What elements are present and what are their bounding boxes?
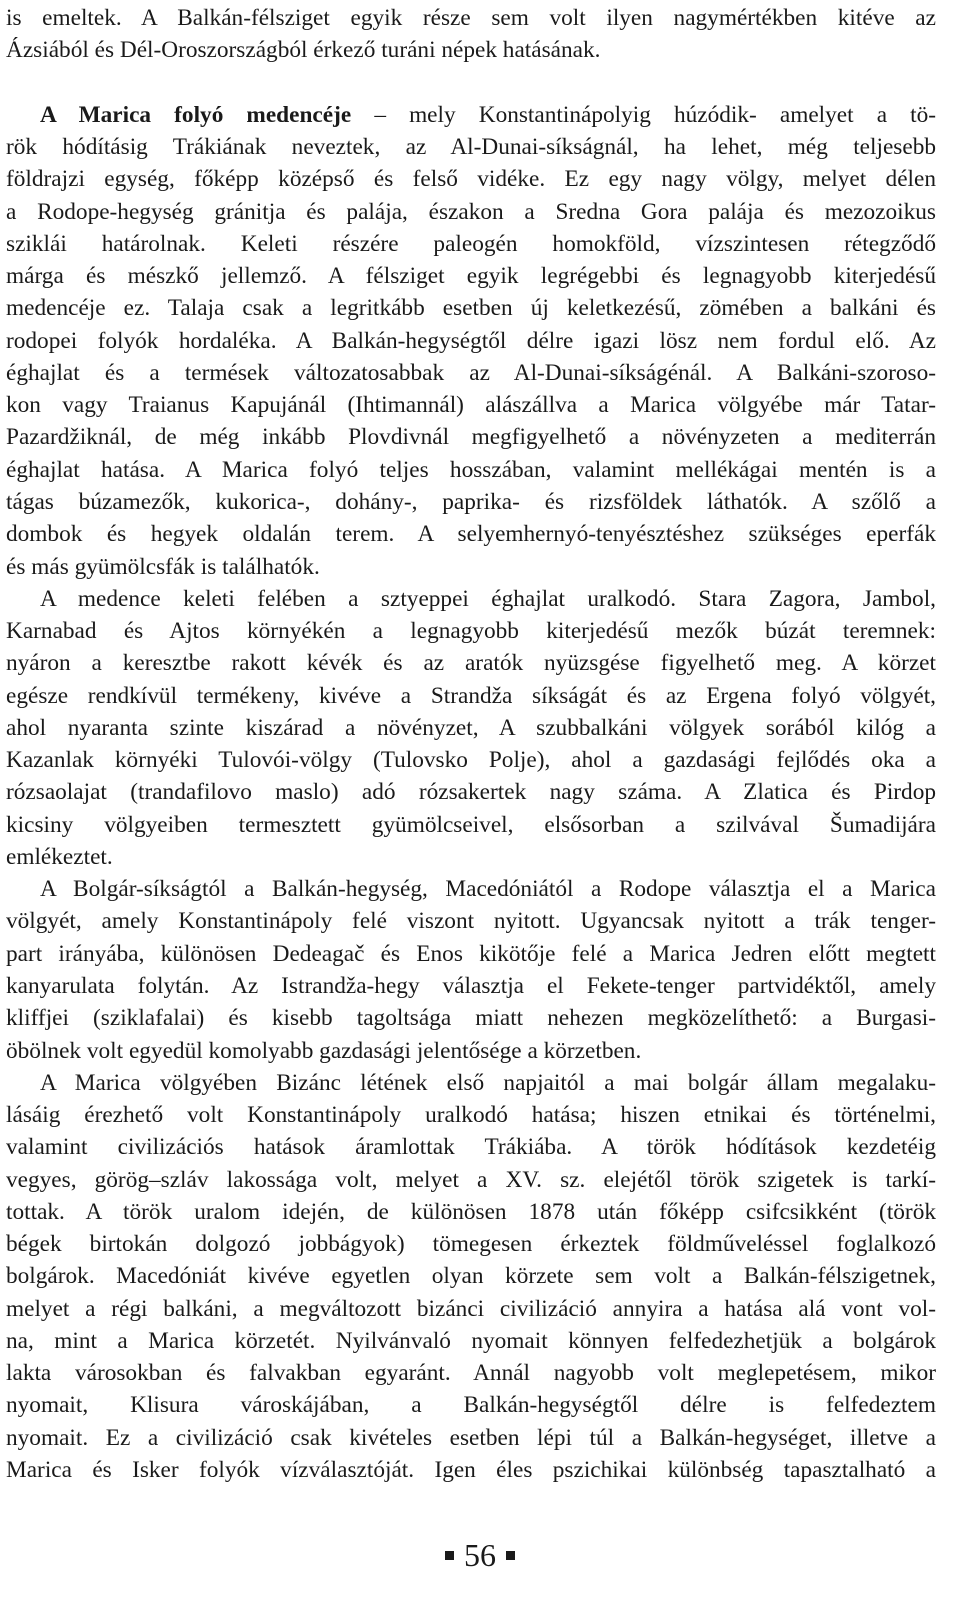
- text-line: [6, 1293, 936, 1325]
- line-text: kon vagy Traianus Kapujánál (Ihtimannál) alászállva a Marica völgyébe már Tatar-: [6, 392, 936, 419]
- text-line: [6, 34, 936, 66]
- line-text: Kazanlak környéki Tulovói-völgy (Tulovsko Polje), ahol a gazdasági fejlődés oka a: [6, 747, 936, 774]
- text-line: [6, 841, 936, 873]
- line-text: A medence keleti felében a sztyeppei éghajlat uralkodó. Stara Zagora, Jambol,: [40, 585, 936, 612]
- text-line: [6, 1228, 936, 1260]
- line-text: bolgárok. Macedóniát kivéve egyetlen olyan körzete sem volt a Balkán-félszigetnek,: [6, 1263, 936, 1290]
- text-line: [6, 1389, 936, 1421]
- line-text: na, mint a Marica körzetét. Nyilvánvaló nyomait könnyen felfedezhetjük a bolgárok: [6, 1327, 936, 1354]
- text-line: [6, 260, 936, 292]
- line-text: éghajlat és a termések változatosabbak az Al-Dunai-síkságénál. A Balkáni-szoroso-: [6, 359, 936, 386]
- page-number: 56: [464, 1536, 496, 1573]
- page-footer: [0, 1535, 960, 1575]
- text-line: [6, 551, 936, 583]
- line-text: éghajlat hatása. A Marica folyó teljes hosszában, valamint mellékágai mentén is a: [6, 456, 936, 483]
- text-line: [6, 970, 936, 1002]
- line-text: A Bolgár-síkságtól a Balkán-hegység, Macedóniától a Rodope választja el a Marica: [40, 876, 936, 903]
- text-line: [6, 2, 936, 34]
- line-text: márga és mészkő jellemző. A félsziget egyik legrégebbi és legnagyobb kiterjedésű: [6, 263, 936, 290]
- text-line: [6, 325, 936, 357]
- text-line: [6, 228, 936, 260]
- line-text: ahol nyaranta szinte kiszárad a növényzet, A szubbalkáni völgyek sorából kilóg a: [6, 714, 936, 741]
- text-line: [6, 454, 936, 486]
- line-text: mely Konstantinápolyig húzódik- amelyet a tö-: [409, 101, 936, 128]
- text-line: [6, 131, 936, 163]
- line-text: kliffjei (sziklafalai) és kisebb tagoltsága miatt nehezen megközelíthető: a Burgasi-: [6, 1005, 936, 1032]
- text-line: [6, 744, 936, 776]
- text-line: [6, 1357, 936, 1389]
- text-line: [6, 776, 936, 808]
- text-line: [6, 809, 936, 841]
- section-lead-heading: A Marica folyó medencéje: [40, 101, 352, 128]
- text-line: [6, 1260, 936, 1292]
- text-line: [6, 1454, 936, 1486]
- line-text: nyáron a keresztbe rakott kévék és az aratók nyüzsgése figyelhető meg. A körzet: [6, 650, 936, 677]
- text-line: [6, 1099, 936, 1131]
- text-line: [6, 67, 936, 99]
- text-line: [6, 1325, 936, 1357]
- text-line: [6, 905, 936, 937]
- text-line: [6, 615, 936, 647]
- text-line: [6, 196, 936, 228]
- line-text: dombok és hegyek oldalán terem. A selyemhernyó-tenyésztéshez szükséges eperfák: [6, 521, 936, 548]
- line-text: melyet a régi balkáni, a megváltozott bizánci civilizáció annyira a hatása alá vont vol-: [6, 1295, 936, 1322]
- line-text: rodopei folyók hordaléka. A Balkán-hegységtől délre igazi lösz nem fordul elő. Az: [6, 327, 936, 354]
- line-text: valamint civilizációs hatások áramlottak Trákiába. A török hódítások kezdetéig: [6, 1134, 936, 1161]
- line-text: Pazardžiknál, de még inkább Plovdivnál megfigyelhető a növényzeten a mediterrán: [6, 424, 936, 451]
- line-text: öbölnek volt egyedül komolyabb gazdasági jelentősége a körzetben.: [6, 1037, 642, 1064]
- body-text: [6, 2, 936, 1486]
- line-text: bégek birtokán dolgozó jobbágyok) tömegesen érkeztek földműveléssel foglalkozó: [6, 1231, 936, 1258]
- text-line: [6, 1196, 936, 1228]
- line-text: lásáig érezhető volt Konstantinápoly uralkodó hatása; hiszen etnikai és történelmi,: [6, 1102, 936, 1129]
- text-line: [6, 99, 936, 131]
- line-text: földrajzi egység, főképp középső és felső vidéke. Ez egy nagy völgy, melyet délen: [6, 166, 936, 193]
- line-text: A Marica völgyében Bizánc létének első napjaitól a mai bolgár állam megalaku-: [40, 1069, 936, 1096]
- line-text: sziklái határolnak. Keleti részére paleogén homokföld, vízszintesen rétegződő: [6, 230, 936, 257]
- text-line: [6, 1002, 936, 1034]
- line-text: a Rodope-hegység gránitja és palája, északon a Sredna Gora palája és mezozoikus: [6, 198, 936, 225]
- text-line: [6, 389, 936, 421]
- text-line: [6, 1164, 936, 1196]
- text-line: [6, 873, 936, 905]
- dash-separator: –: [351, 101, 410, 128]
- line-text: és más gyümölcsfák is találhatók.: [6, 553, 320, 580]
- text-line: [6, 647, 936, 679]
- line-text: tágas búzamezők, kukorica-, dohány-, paprika- és rizsföldek láthatók. A szőlő a: [6, 488, 936, 515]
- line-text: Ázsiából és Dél-Oroszországból érkező turáni népek hatásának.: [6, 37, 601, 64]
- line-text: tottak. A török uralom idején, de különösen 1878 után főképp csifcsikként (török: [6, 1198, 936, 1225]
- text-line: [6, 421, 936, 453]
- text-line: [6, 292, 936, 324]
- line-text: is emeltek. A Balkán-félsziget egyik része sem volt ilyen nagymértékben kitéve az: [6, 5, 936, 31]
- square-bullet-icon: [506, 1551, 515, 1560]
- text-line: [6, 938, 936, 970]
- text-line: [6, 163, 936, 195]
- line-text: kanyarulata folytán. Az Istrandža-hegy választja el Fekete-tenger partvidéktől, amely: [6, 972, 936, 999]
- line-text: völgyét, amely Konstantinápoly felé viszont nyitott. Ugyancsak nyitott a trák tenger-: [6, 908, 936, 935]
- line-text: egésze rendkívül termékeny, kivéve a Strandža síkságát és az Ergena folyó völgyét,: [6, 682, 936, 709]
- line-text: Marica és Isker folyók vízválasztóját. Igen éles pszichikai különbség tapasztalható a: [6, 1456, 936, 1483]
- line-text: kicsiny völgyeiben termesztett gyümölcseivel, elsősorban a szilvával Šumadijára: [6, 811, 936, 838]
- line-text: nyomait. Ez a civilizáció csak kivételes esetben lépi túl a Balkán-hegységet, illetve a: [6, 1424, 936, 1451]
- text-line: [6, 1067, 936, 1099]
- line-text: part irányába, különösen Dedeagač és Enos kikötője felé a Marica Jedren előtt megtett: [6, 940, 936, 967]
- text-line: [6, 357, 936, 389]
- line-text: medencéje ez. Talaja csak a legritkább esetben új keletkezésű, zömében a balkáni és: [6, 295, 936, 322]
- text-line: [6, 518, 936, 550]
- line-text: rök hódításig Trákiának neveztek, az Al-Dunai-síkságnál, ha lehet, még teljesebb: [6, 134, 936, 161]
- text-line: [6, 583, 936, 615]
- text-line: [6, 712, 936, 744]
- text-line: [6, 1422, 936, 1454]
- text-line: [6, 680, 936, 712]
- text-line: [6, 486, 936, 518]
- line-text: nyomait, Klisura városkájában, a Balkán-hegységtől délre is felfedeztem: [6, 1392, 936, 1419]
- text-line: [6, 1131, 936, 1163]
- square-bullet-icon: [445, 1551, 454, 1560]
- line-text: vegyes, görög–szláv lakossága volt, melyet a XV. sz. elejétől török szigetek is tarkí-: [6, 1166, 936, 1193]
- line-text: rózsaolajat (trandafilovo maslo) adó rózsakertek nagy száma. A Zlatica és Pirdop: [6, 779, 936, 806]
- text-line: [6, 1035, 936, 1067]
- line-text: Karnabad és Ajtos környékén a legnagyobb kiterjedésű mezők búzát teremnek:: [6, 618, 936, 645]
- line-text: lakta városokban és falvakban egyaránt. Annál nagyobb volt meglepetésem, mikor: [6, 1360, 936, 1387]
- line-text: emlékeztet.: [6, 843, 113, 870]
